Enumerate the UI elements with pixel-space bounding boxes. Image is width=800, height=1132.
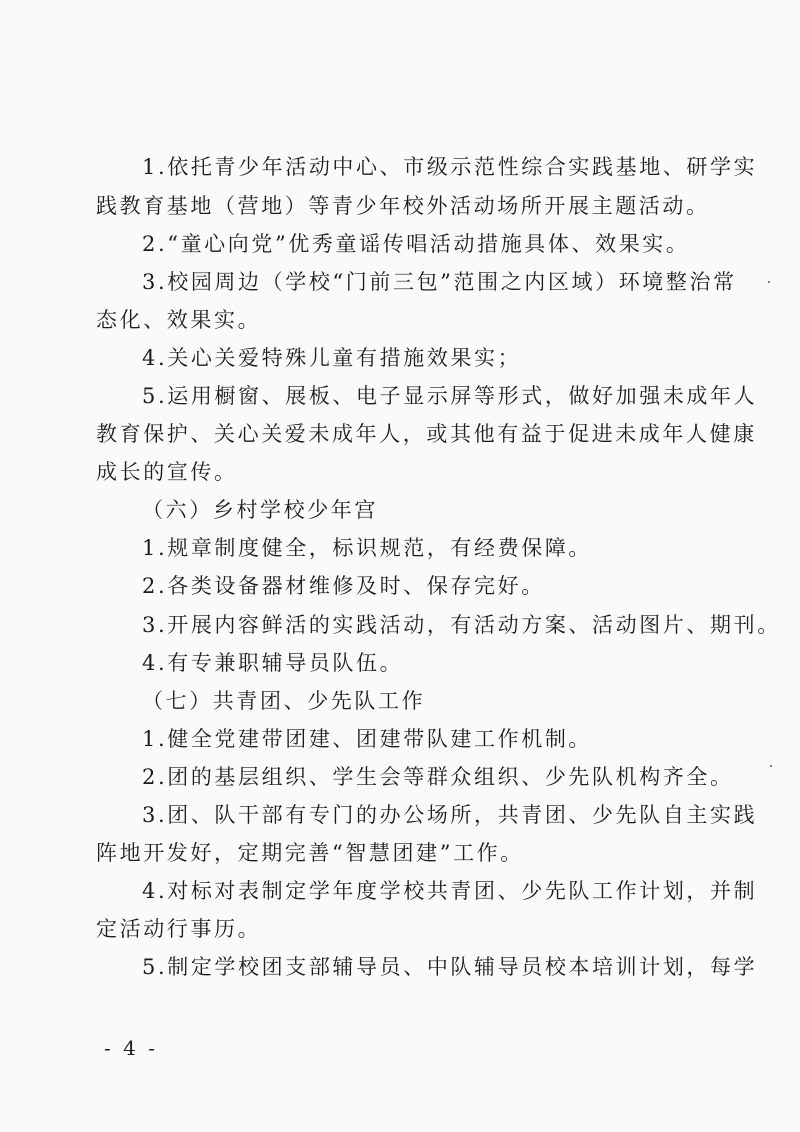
- text-line: 5.运用橱窗、展板、电子显示屏等形式，做好加强未成年人: [142, 384, 758, 408]
- text-line: 成长的宣传。: [96, 460, 238, 484]
- scan-speck: [770, 765, 772, 767]
- text-line: 4.对标对表制定学年度学校共青团、少先队工作计划，并制: [142, 879, 758, 903]
- text-line: 5.制定学校团支部辅导员、中队辅导员校本培训计划，每学: [142, 955, 758, 979]
- text-line: 定活动行事历。: [96, 917, 262, 941]
- text-line: 4.有专兼职辅导员队伍。: [142, 651, 404, 675]
- text-line: 1.依托青少年活动中心、市级示范性综合实践基地、研学实: [142, 155, 758, 179]
- text-line: 教育保护、关心关爱未成年人，或其他有益于促进未成年人健康: [96, 422, 757, 446]
- text-line: 2.“童心向党”优秀童谣传唱活动措施具体、效果实。: [142, 232, 690, 256]
- text-line: 1.规章制度健全，标识规范，有经费保障。: [142, 536, 593, 560]
- text-line: 阵地开发好，定期完善“智慧团建”工作。: [96, 841, 524, 865]
- section-heading-7: （七）共青团、少先队工作: [142, 689, 426, 713]
- text-line: 2.团的基层组织、学生会等群众组织、少先队机构齐全。: [142, 765, 734, 789]
- text-line: 3.校园周边（学校“门前三包”范围之内区域）环境整治常: [142, 270, 737, 294]
- text-line: 践教育基地（营地）等青少年校外活动场所开展主题活动。: [96, 194, 710, 218]
- text-line: 1.健全党建带团建、团建带队建工作机制。: [142, 727, 593, 751]
- scan-speck: [768, 281, 770, 283]
- text-line: 2.各类设备器材维修及时、保存完好。: [142, 574, 545, 598]
- text-line: 态化、效果实。: [96, 308, 262, 332]
- page-number: - 4 -: [104, 1036, 158, 1060]
- text-line: 3.团、队干部有专门的办公场所，共青团、少先队自主实践: [142, 803, 758, 827]
- section-heading-6: （六）乡村学校少年宫: [142, 498, 378, 522]
- text-line: 3.开展内容鲜活的实践活动，有活动方案、活动图片、期刊。: [142, 613, 781, 637]
- text-line: 4.关心关爱特殊儿童有措施效果实；: [142, 346, 522, 370]
